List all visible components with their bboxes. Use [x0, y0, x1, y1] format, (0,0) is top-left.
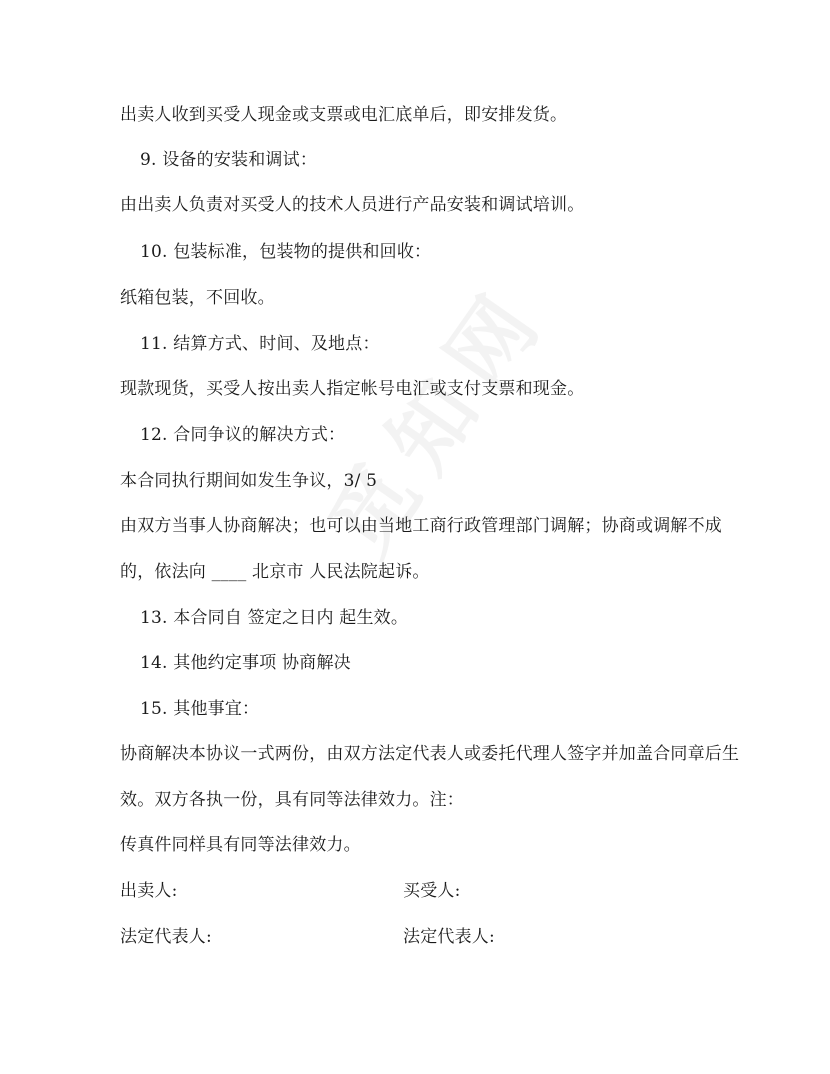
clause-heading-settlement: 11. 结算方式、时间、及地点： — [140, 334, 380, 354]
paragraph-other-1: 协商解决本协议一式两份，由双方法定代表人或委托代理人签字并加盖合同章后生 — [120, 744, 740, 764]
paragraph-packaging: 纸箱包装，不回收。 — [120, 288, 275, 308]
clause-heading-packaging: 10. 包装标准，包装物的提供和回收： — [140, 242, 432, 262]
paragraph-settlement: 现款现货，买受人按出卖人指定帐号电汇或支付支票和现金。 — [120, 379, 585, 399]
clause-effective-date: 13. 本合同自 签定之日内 起生效。 — [140, 608, 409, 628]
clause-heading-dispute: 12. 合同争议的解决方式： — [140, 425, 346, 445]
paragraph-fax-note: 传真件同样具有同等法律效力。 — [120, 835, 361, 855]
paragraph-dispute-3: 的，依法向 ____ 北京市 人民法院起诉。 — [120, 562, 430, 582]
clause-other-agreements: 14. 其他约定事项 协商解决 — [140, 653, 351, 673]
buyer-representative-label: 法定代表人: — [403, 927, 495, 947]
paragraph-installation: 由出卖人负责对买受人的技术人员进行产品安装和调试培训。 — [120, 195, 585, 215]
paragraph-delivery: 出卖人收到买受人现金或支票或电汇底单后，即安排发货。 — [120, 105, 568, 125]
paragraph-dispute-2: 由双方当事人协商解决；也可以由当地工商行政管理部门调解；协商或调解不成 — [120, 516, 722, 536]
paragraph-dispute-1: 本合同执行期间如发生争议，3/ 5 — [120, 471, 378, 491]
seller-representative-label: 法定代表人: — [120, 927, 212, 947]
clause-heading-other-matters: 15. 其他事宜： — [140, 699, 260, 719]
seller-label: 出卖人: — [120, 881, 178, 901]
paragraph-other-2: 效。双方各执一份，具有同等法律效力。注： — [120, 790, 464, 810]
buyer-label: 买受人: — [403, 881, 461, 901]
clause-heading-installation: 9. 设备的安装和调试： — [140, 150, 318, 170]
